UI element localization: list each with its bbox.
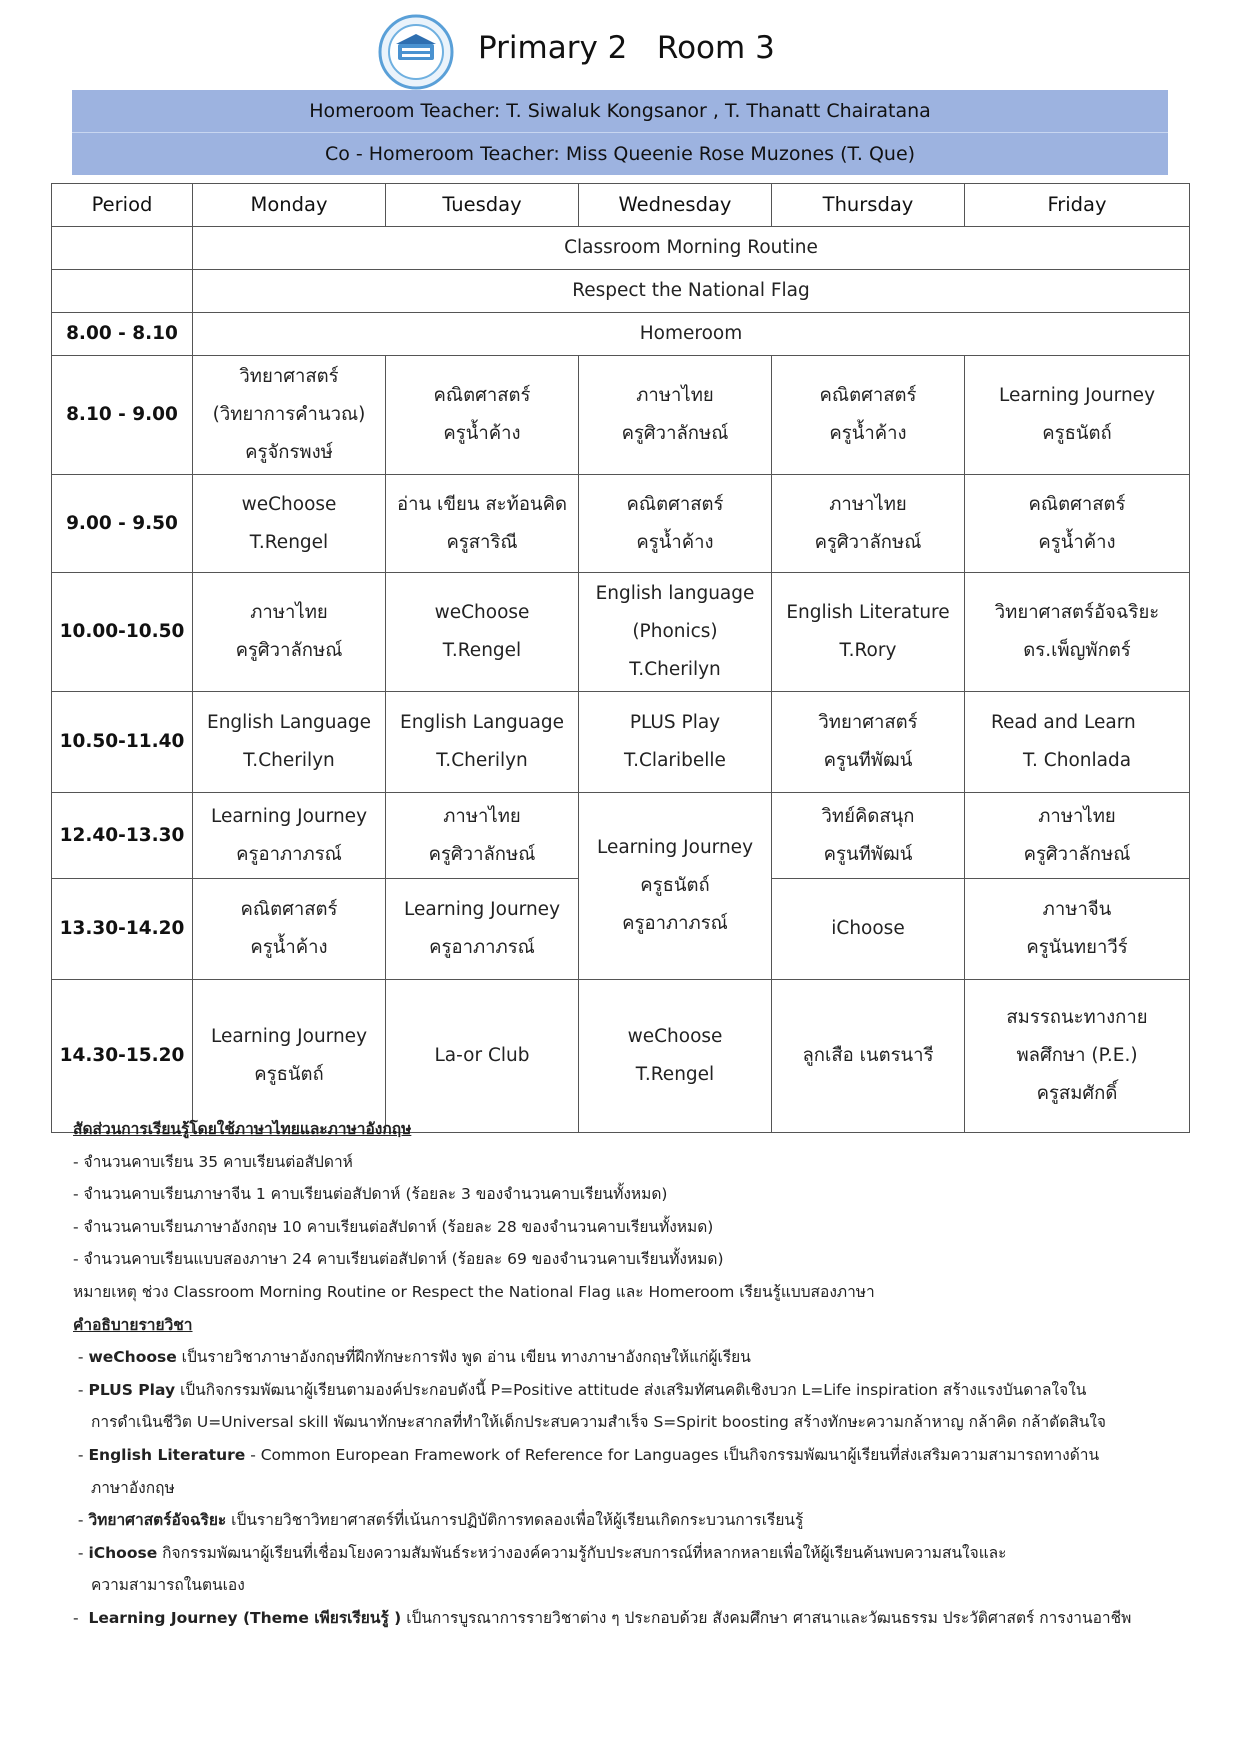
subject: English language	[595, 583, 755, 604]
description-continuation: การดำเนินชีวิต U=Universal skill พัฒนาทักษะสากลที่ทำให้เด็กประสบความสำเร็จ S=Spirit boosting สร้างทักษะความกล้าหาญ กล้าคิด กล้าตัดสินใจ	[91, 1413, 1107, 1432]
description-term: วิทยาศาสตร์อัจฉริยะ	[88, 1511, 227, 1530]
teacher: T.Rengel	[635, 1064, 715, 1085]
note-line: - จำนวนคาบเรียนภาษาอังกฤษ 10 คาบเรียนต่อสัปดาห์ (ร้อยละ 28 ของจำนวนคาบเรียนทั้งหมด)	[73, 1217, 714, 1236]
teacher: T. Chonlada	[1022, 750, 1132, 771]
subject-detail: พลศึกษา (P.E.)	[1016, 1045, 1138, 1066]
subject: ภาษาไทย	[443, 805, 521, 827]
subject: weChoose	[627, 1026, 723, 1047]
description-item: - Learning Journey (Theme เพียรเรียนรู้ ) เป็นการบูรณาการรายวิชาต่าง ๆ ประกอบด้วย สังคมศึกษา ศาสนาและวัฒนธรรม ประวัติศาสตร์ การงานอาชีพ	[73, 1608, 1132, 1627]
lesson-cell-merged	[579, 793, 772, 980]
lesson-cell	[965, 573, 1190, 692]
subject: English Language	[400, 712, 564, 733]
subject: คณิตศาสตร์	[1028, 493, 1126, 515]
description-text: - Common European Framework of Reference for Languages เป็นกิจกรรมพัฒนาผู้เรียนที่ส่งเสริมความสามารถทางด้าน	[245, 1445, 1100, 1464]
description-continuation: ความสามารถในตนเอง	[91, 1576, 245, 1595]
subject: ลูกเสือ เนตรนารี	[802, 1045, 934, 1066]
homeroom-cell: Homeroom	[193, 313, 1190, 356]
co-homeroom-teacher-text: Co - Homeroom Teacher: Miss Queenie Rose Muzones (T. Que)	[324, 143, 916, 165]
lesson-cell	[772, 573, 965, 692]
table-row	[52, 313, 1190, 356]
subject: วิทย์คิดสนุก	[821, 805, 915, 827]
teacher: ครูศิวาลักษณ์	[1023, 843, 1131, 865]
subject: คณิตศาสตร์	[626, 493, 724, 515]
subject: คณิตศาสตร์	[240, 899, 338, 920]
col-thursday: Thursday	[772, 184, 965, 227]
notes-heading: สัดส่วนการเรียนรู้โดยใช้ภาษาไทยและภาษาอังกฤษ	[73, 1120, 412, 1138]
teacher: T.Cherilyn	[243, 750, 335, 771]
description-continuation: ภาษาอังกฤษ	[91, 1478, 175, 1497]
timetable	[51, 183, 1190, 1133]
table-row	[52, 475, 1190, 573]
table-row	[52, 573, 1190, 692]
lesson-cell	[579, 475, 772, 573]
subject: Learning Journey	[596, 837, 754, 858]
lesson-cell	[386, 475, 579, 573]
teacher: ครูธนัตถ์	[640, 875, 710, 896]
col-period: Period	[52, 184, 193, 227]
col-wednesday: Wednesday	[579, 184, 772, 227]
lesson-cell	[193, 793, 386, 879]
lesson-cell	[386, 879, 579, 980]
lesson-cell	[579, 356, 772, 475]
subject: ภาษาไทย	[1038, 805, 1116, 827]
lesson-cell	[965, 980, 1190, 1133]
period-cell: 12.40-13.30	[52, 793, 193, 879]
subject: English Literature	[786, 602, 950, 623]
teacher: ครูจักรพงษ์	[245, 442, 333, 463]
period-cell: 10.50-11.40	[52, 692, 193, 793]
subject: วิทยาศาสตร์อัจฉริยะ	[994, 602, 1160, 623]
col-tuesday: Tuesday	[386, 184, 579, 227]
teacher: ครูศิวาลักษณ์	[621, 423, 729, 444]
subject: Read and Learn	[991, 712, 1136, 733]
subject: สมรรถนะทางกาย	[1006, 1007, 1148, 1028]
teacher: ครูนันทยาวีร์	[1026, 937, 1128, 958]
period-cell: 8.10 - 9.00	[52, 356, 193, 475]
lesson-cell	[386, 980, 579, 1133]
teacher: ครูธนัตถ์	[1042, 423, 1112, 444]
lesson-cell	[193, 879, 386, 980]
co-homeroom-teacher-bar	[72, 133, 1168, 175]
teacher: ครูอาภาภรณ์	[429, 937, 535, 958]
description-item: - English Literature - Common European Framework of Reference for Languages เป็นกิจกรรมพัฒนาผู้เรียนที่ส่งเสริมความสามารถทางด้าน	[73, 1445, 1100, 1464]
subject: weChoose	[434, 602, 530, 623]
lesson-cell	[965, 356, 1190, 475]
subject-detail: (Phonics)	[632, 621, 718, 642]
remark-line: หมายเหตุ ช่วง Classroom Morning Routine or Respect the National Flag และ Homeroom เรียนรู้แบบสองภาษา	[73, 1282, 875, 1301]
description-term: Learning Journey (Theme เพียรเรียนรู้ )	[88, 1608, 402, 1627]
lesson-cell	[772, 793, 965, 879]
description-heading: คำอธิบายรายวิชา	[73, 1315, 193, 1334]
subject: คณิตศาสตร์	[819, 385, 917, 406]
teacher: ครูน้ำค้าง	[829, 423, 907, 444]
lesson-cell	[386, 692, 579, 793]
table-header-row	[52, 184, 1190, 227]
teacher: ครูศิวาลักษณ์	[814, 531, 922, 553]
lesson-cell	[386, 356, 579, 475]
lesson-cell	[772, 692, 965, 793]
subject: อ่าน เขียน สะท้อนคิด	[397, 493, 567, 515]
lesson-cell	[965, 692, 1190, 793]
subject: Learning Journey	[998, 385, 1156, 406]
routine-cell: Classroom Morning Routine	[193, 227, 1190, 270]
subject: ภาษาไทย	[636, 385, 714, 406]
teacher: ครูน้ำค้าง	[443, 423, 521, 444]
lesson-cell	[965, 879, 1190, 980]
subject: PLUS Play	[629, 712, 721, 733]
subject: ภาษาจีน	[1042, 899, 1112, 920]
teacher: ครูธนัตถ์	[254, 1064, 324, 1085]
notes-section	[73, 1113, 1183, 1635]
table-row	[52, 227, 1190, 270]
period-cell: 10.00-10.50	[52, 573, 193, 692]
lesson-cell	[386, 573, 579, 692]
teacher: ครูสมศักดิ์	[1036, 1083, 1118, 1104]
subject: คณิตศาสตร์	[433, 385, 531, 406]
lesson-cell	[772, 980, 965, 1133]
period-cell	[52, 270, 193, 313]
lesson-cell	[579, 573, 772, 692]
teacher: ครูสาริณี	[446, 531, 518, 553]
subject: English Language	[207, 712, 371, 733]
lesson-cell	[193, 573, 386, 692]
lesson-cell	[193, 475, 386, 573]
teacher: T.Claribelle	[624, 750, 726, 771]
table-row	[52, 692, 1190, 793]
note-line: - จำนวนคาบเรียนภาษาจีน 1 คาบเรียนต่อสัปดาห์ (ร้อยละ 3 ของจำนวนคาบเรียนทั้งหมด)	[73, 1185, 668, 1204]
table-row	[52, 793, 1190, 879]
description-text: เป็นกิจกรรมพัฒนาผู้เรียนตามองค์ประกอบดังนี้ P=Positive attitude ส่งเสริมทัศนคติเชิงบวก L=Life inspiration สร้างแรงบันดาลใจใน	[175, 1380, 1087, 1399]
description-text: กิจกรรมพัฒนาผู้เรียนที่เชื่อมโยงความสัมพันธ์ระหว่างองค์ความรู้กับประสบการณ์ที่หลากหลายเพื่อให้ผู้เรียนค้นพบความสนใจและ	[157, 1543, 1007, 1562]
period-cell	[52, 227, 193, 270]
teacher: T.Rengel	[249, 531, 329, 553]
teacher: ครูน้ำค้าง	[636, 531, 714, 553]
description-term: English Literature	[88, 1445, 246, 1464]
note-line: - จำนวนคาบเรียน 35 คาบเรียนต่อสัปดาห์	[73, 1152, 353, 1171]
subject: Learning Journey	[210, 805, 368, 827]
lesson-cell	[193, 692, 386, 793]
table-row	[52, 980, 1190, 1133]
teacher: ครูศิวาลักษณ์	[235, 640, 343, 661]
teacher: ครูศิวาลักษณ์	[428, 843, 536, 865]
teacher: ดร.เพ็ญพักตร์	[1023, 640, 1131, 661]
teacher: T.Cherilyn	[629, 659, 721, 680]
teacher: ครูน้ำค้าง	[1038, 531, 1116, 553]
subject: La-or Club	[434, 1045, 530, 1066]
teacher: T.Rengel	[442, 640, 522, 661]
lesson-cell	[965, 793, 1190, 879]
teacher: ครูอาภาภรณ์	[622, 913, 728, 934]
subject: Learning Journey	[403, 899, 561, 920]
subject: iChoose	[831, 918, 905, 939]
subject-detail: (วิทยาการคำนวณ)	[212, 404, 366, 425]
note-line: - จำนวนคาบเรียนแบบสองภาษา 24 คาบเรียนต่อสัปดาห์ (ร้อยละ 69 ของจำนวนคาบเรียนทั้งหมด)	[73, 1250, 724, 1269]
period-cell: 14.30-15.20	[52, 980, 193, 1133]
lesson-cell	[772, 879, 965, 980]
teacher: ครูนทีพัฒน์	[823, 750, 913, 771]
description-item: - PLUS Play เป็นกิจกรรมพัฒนาผู้เรียนตามองค์ประกอบดังนี้ P=Positive attitude ส่งเสริมทัศนคติเชิงบวก L=Life inspiration สร้างแรงบันดาลใจใน	[73, 1380, 1087, 1399]
teacher: T.Cherilyn	[436, 750, 528, 771]
subject: ภาษาไทย	[829, 493, 907, 515]
period-cell: 9.00 - 9.50	[52, 475, 193, 573]
col-monday: Monday	[193, 184, 386, 227]
period-cell: 8.00 - 8.10	[52, 313, 193, 356]
teacher: ครูนทีพัฒน์	[823, 843, 913, 865]
description-term: iChoose	[88, 1543, 158, 1562]
school-logo	[378, 14, 454, 90]
teacher: ครูอาภาภรณ์	[236, 843, 342, 865]
homeroom-teacher-text: Homeroom Teacher: T. Siwaluk Kongsanor , T. Thanatt Chairatana	[309, 100, 931, 122]
subject: วิทยาศาสตร์	[239, 366, 339, 387]
table-row	[52, 270, 1190, 313]
col-friday: Friday	[965, 184, 1190, 227]
homeroom-teacher-bar	[72, 90, 1168, 133]
description-text: เป็นการบูรณาการรายวิชาต่าง ๆ ประกอบด้วย สังคมศึกษา ศาสนาและวัฒนธรรม ประวัติศาสตร์ การงานอาชีพ	[401, 1608, 1132, 1627]
period-cell: 13.30-14.20	[52, 879, 193, 980]
lesson-cell	[579, 692, 772, 793]
description-term: weChoose	[88, 1348, 177, 1367]
table-row	[52, 356, 1190, 475]
description-item: - weChoose เป็นรายวิชาภาษาอังกฤษที่ฝึกทักษะการฟัง พูด อ่าน เขียน ทางภาษาอังกฤษให้แก่ผู้เรียน	[73, 1348, 751, 1367]
description-term: PLUS Play	[88, 1380, 176, 1399]
lesson-cell	[772, 356, 965, 475]
subject: Learning Journey	[210, 1026, 368, 1047]
lesson-cell	[579, 980, 772, 1133]
description-text: เป็นรายวิชาภาษาอังกฤษที่ฝึกทักษะการฟัง พูด อ่าน เขียน ทางภาษาอังกฤษให้แก่ผู้เรียน	[176, 1348, 751, 1367]
lesson-cell	[193, 356, 386, 475]
subject: weChoose	[241, 493, 337, 515]
description-item: - iChoose กิจกรรมพัฒนาผู้เรียนที่เชื่อมโยงความสัมพันธ์ระหว่างองค์ความรู้กับประสบการณ์ที่หลากหลายเพื่อให้ผู้เรียนค้นพบความสนใจและ	[73, 1543, 1007, 1562]
flag-cell: Respect the National Flag	[193, 270, 1190, 313]
page-title: Primary 2 Room 3	[478, 30, 775, 66]
teacher: ครูน้ำค้าง	[250, 937, 328, 958]
description-item: - วิทยาศาสตร์อัจฉริยะ เป็นรายวิชาวิทยาศาสตร์ที่เน้นการปฏิบัติการทดลองเพื่อให้ผู้เรียนเกิดกระบวนการเรียนรู้	[73, 1511, 804, 1530]
teacher: T.Rory	[839, 640, 897, 661]
lesson-cell	[386, 793, 579, 879]
subject: วิทยาศาสตร์	[818, 712, 918, 733]
lesson-cell	[965, 475, 1190, 573]
lesson-cell	[772, 475, 965, 573]
lesson-cell	[193, 980, 386, 1133]
subject: ภาษาไทย	[250, 602, 328, 623]
description-text: เป็นรายวิชาวิทยาศาสตร์ที่เน้นการปฏิบัติการทดลองเพื่อให้ผู้เรียนเกิดกระบวนการเรียนรู้	[226, 1511, 804, 1530]
